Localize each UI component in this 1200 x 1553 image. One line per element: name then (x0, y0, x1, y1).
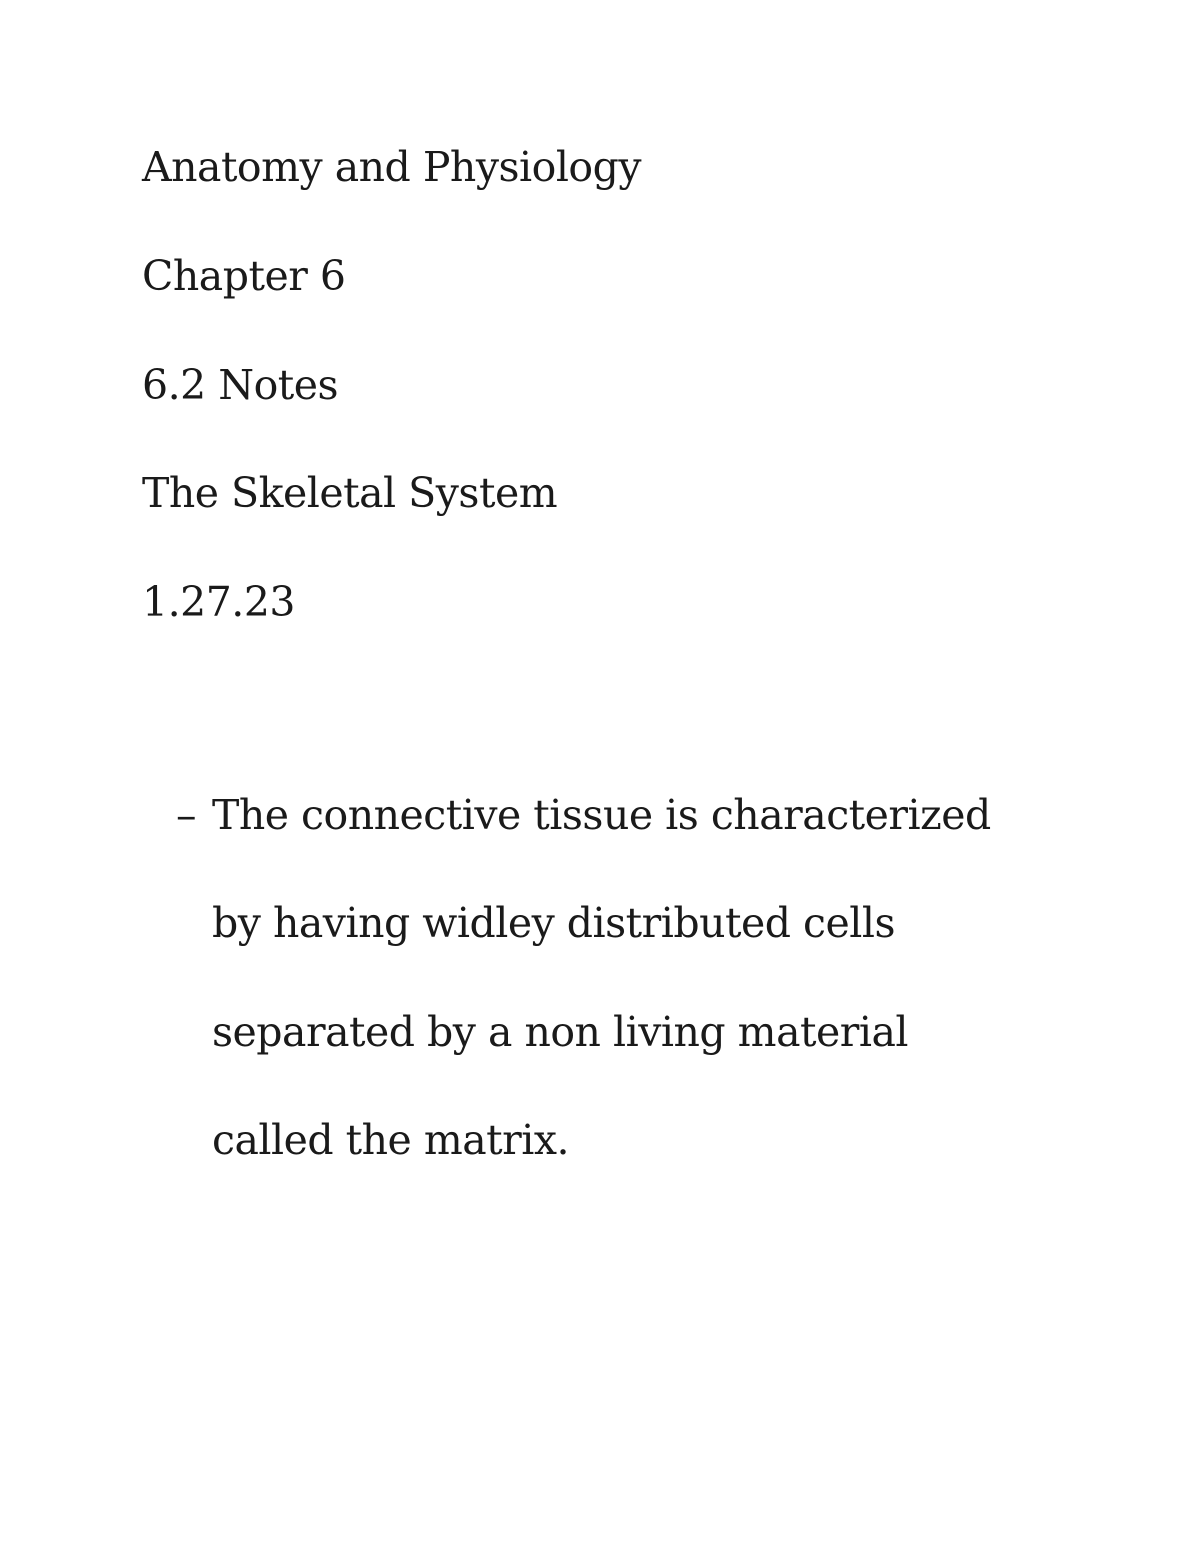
course-title: Anatomy and Physiology (142, 143, 642, 191)
chapter-label: Chapter 6 (142, 252, 346, 300)
bullet-dash: – (176, 791, 197, 839)
date-label: 1.27.23 (142, 578, 295, 626)
bullet-line: separated by a non living material (212, 1008, 909, 1056)
section-label: 6.2 Notes (142, 361, 339, 409)
bullet-line: called the matrix. (212, 1116, 570, 1164)
bullet-line: The connective tissue is characterized (212, 791, 991, 839)
topic-title: The Skeletal System (142, 469, 558, 517)
bullet-line: by having widley distributed cells (212, 899, 896, 947)
